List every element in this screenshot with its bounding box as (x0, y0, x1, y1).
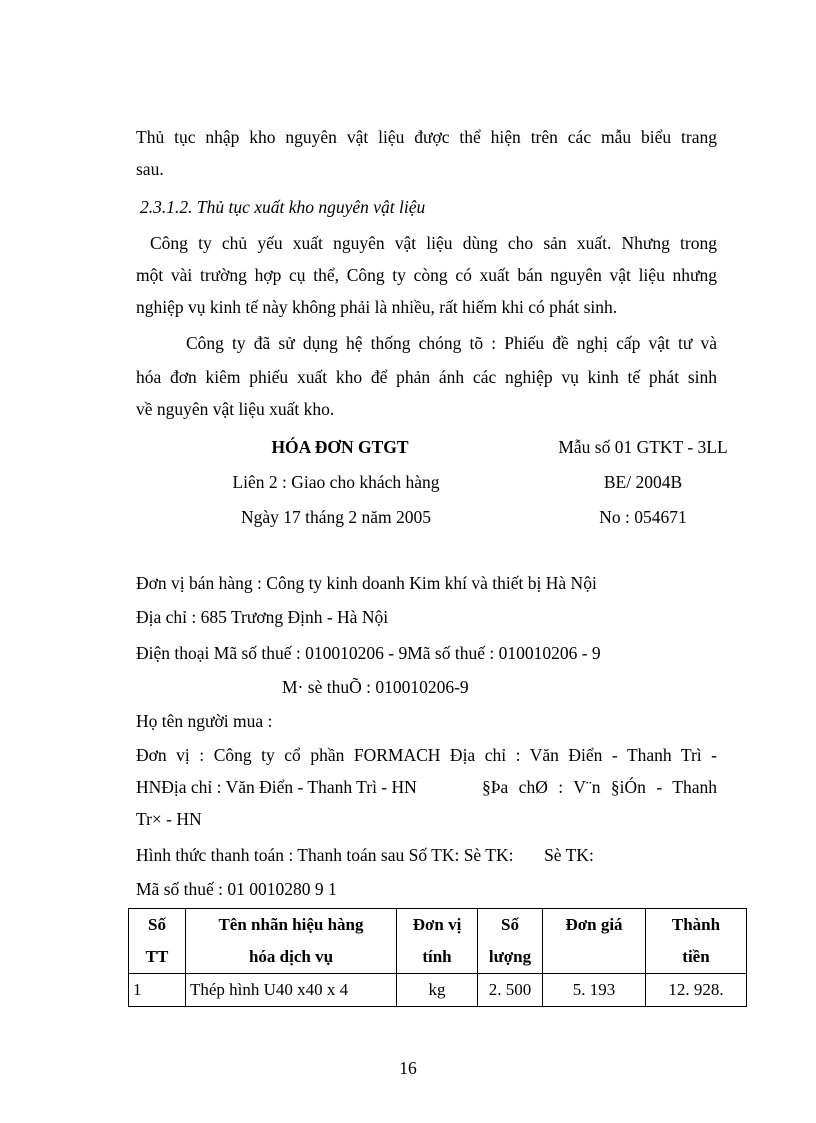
header-item-name (186, 909, 397, 974)
para2-line-1: Công ty đã sử dụng hệ thống chóng tõ : Phiếu đề nghị cấp vật tư và (186, 333, 717, 353)
header-quantity-line1: Số (501, 915, 519, 934)
cell-quantity: 2. 500 (478, 974, 543, 1007)
intro-line-2: sau. (136, 159, 164, 179)
buyer-tax-code: Mã số thuế : 01 0010280 9 1 (136, 879, 337, 899)
cell-stt: 1 (129, 974, 186, 1007)
para1-line-3: nghiệp vụ kinh tế này không phải là nhiều, rất hiếm khi có phát sinh. (136, 297, 618, 317)
buyer-unit-line-2b: §Þa chØ : V¨n §iÓn - Thanh (482, 777, 717, 797)
invoice-copy: Liên 2 : Giao cho khách hàng (232, 472, 440, 492)
header-amount-line2: tiền (682, 947, 710, 966)
header-quantity-line2: lượng (488, 947, 532, 966)
cell-unit: kg (397, 974, 478, 1007)
header-amount (646, 909, 747, 974)
header-unit (397, 909, 478, 974)
buyer-unit-line-1: Đơn vị : Công ty cổ phần FORMACH Địa chỉ : Văn Điển - Thanh Trì - (136, 745, 717, 765)
table-row (129, 974, 747, 1007)
header-stt-line2: TT (145, 947, 169, 966)
payment-method: Hình thức thanh toán : Thanh toán sau Số TK: Sè TK: Sè TK: (136, 845, 594, 865)
seller-tax-garbled: M· sè thuÕ : 010010206-9 (282, 677, 469, 697)
invoice-series: BE/ 2004B (603, 472, 683, 492)
seller-phone-tax: Điện thoại Mã số thuế : 010010206 - 9Mã số thuế : 010010206 - 9 (136, 643, 601, 663)
invoice-form-number: Mẫu số 01 GTKT - 3LL (558, 437, 728, 457)
header-unit-line1: Đơn vị (412, 915, 462, 934)
section-heading: 2.3.1.2. Thủ tục xuất kho nguyên vật liệu (140, 197, 426, 217)
invoice-table (128, 908, 747, 1007)
seller-address: Địa chỉ : 685 Trương Định - Hà Nội (136, 607, 389, 627)
cell-unit-price: 5. 193 (543, 974, 646, 1007)
header-quantity (478, 909, 543, 974)
para1-line-1: Công ty chủ yếu xuất nguyên vật liệu dùng cho sản xuất. Nhưng trong (150, 233, 717, 253)
buyer-unit-line-3: Tr× - HN (136, 809, 202, 829)
cell-item-name: Thép hình U40 x40 x 4 (186, 974, 397, 1007)
cell-amount: 12. 928. (646, 974, 747, 1007)
header-stt (129, 909, 186, 974)
invoice-title: HÓA ĐƠN GTGT (271, 437, 409, 457)
header-unit-price (543, 909, 646, 974)
seller-unit: Đơn vị bán hàng : Công ty kinh doanh Kim khí và thiết bị Hà Nội (136, 573, 597, 593)
para2-line-3: về nguyên vật liệu xuất kho. (136, 399, 335, 419)
header-amount-line1: Thành (671, 915, 721, 934)
header-unit-line2: tính (422, 947, 452, 966)
invoice-date: Ngày 17 tháng 2 năm 2005 (240, 507, 432, 527)
header-item-name-line2: hóa dịch vụ (248, 947, 334, 966)
table-header-row (129, 909, 747, 974)
para1-line-2: một vài trường hợp cụ thể, Công ty còng có xuất bán nguyên vật liệu nhưng (136, 265, 717, 285)
invoice-number: No : 054671 (599, 507, 687, 527)
header-stt-line1: Số (148, 915, 166, 934)
header-item-name-line1: Tên nhãn hiệu hàng (218, 915, 364, 934)
header-unit-price-line1: Đơn giá (565, 915, 623, 934)
page-number: 16 (399, 1058, 417, 1078)
buyer-name: Họ tên người mua : (136, 711, 273, 731)
buyer-unit-line-2a: HNĐịa chỉ : Văn Điển - Thanh Trì - HN (136, 777, 417, 797)
intro-line-1: Thủ tục nhập kho nguyên vật liệu được thể hiện trên các mẫu biểu trang (136, 127, 717, 147)
para2-line-2: hóa đơn kiêm phiếu xuất kho để phản ánh các nghiệp vụ kinh tế phát sinh (136, 367, 717, 387)
